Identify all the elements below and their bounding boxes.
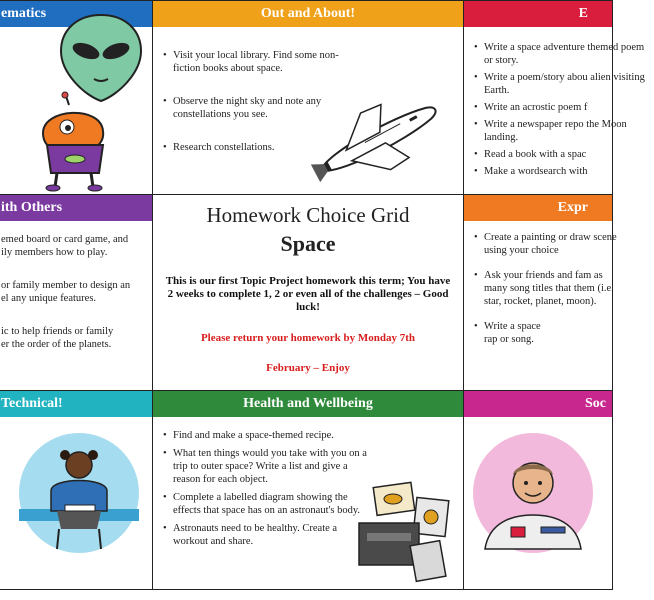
- text-line: er the order of the planets.: [1, 339, 112, 350]
- out-and-about-cell: [152, 0, 464, 195]
- text-line: el any unique features.: [1, 293, 97, 304]
- space-food-packets-illustration: [353, 481, 453, 586]
- with-others-text: [1, 233, 161, 351]
- orange-alien-illustration: [31, 93, 121, 193]
- text-line: emed board or card game, and: [1, 234, 129, 245]
- girl-at-desk-illustration: [17, 431, 141, 555]
- list-item: • Write a space rap or song.: [474, 320, 554, 346]
- express-header: Expr: [464, 195, 612, 221]
- return-line-2: February – Enjoy: [266, 362, 350, 374]
- list-item: • Astronauts need to be healthy. Create a workout and share.: [163, 522, 371, 548]
- with-others-header: ith Others: [0, 195, 152, 221]
- express-list: [474, 231, 624, 352]
- list-item: • Observe the night sky and note any constellations you see.: [163, 95, 363, 121]
- space-shuttle-illustration: [305, 89, 455, 184]
- list-item: • Read a book with a spac: [474, 148, 654, 161]
- technical-cell: [0, 390, 153, 590]
- english-header: E: [464, 1, 612, 27]
- list-item: • Research constellations.: [163, 141, 363, 154]
- with-others-cell: [0, 194, 153, 391]
- list-item: • Ask your friends and fam as many song titles that them (i.e. star, rocket, planet, moon).: [474, 269, 624, 308]
- list-item: • Make a wordsearch with: [474, 165, 654, 178]
- list-item: • Write a newspaper repo the Moon landing.: [474, 118, 654, 144]
- text-line: or family member to design an: [1, 280, 131, 291]
- list-item: • Find and make a space-themed recipe.: [163, 429, 371, 442]
- out-and-about-header: Out and About!: [153, 1, 463, 27]
- page-subtitle: Space: [280, 231, 336, 256]
- intro-text: This is our first Topic Project homework this term; You have 2 weeks to complete 1, 2 or even all of the challenges – Good luck!: [165, 275, 451, 313]
- list-item: • Complete a labelled diagram showing the effects that space has on an astronaut's body.: [163, 491, 371, 517]
- text-line: ily members how to play.: [1, 247, 108, 258]
- social-header: Soc: [464, 391, 612, 417]
- maths-header: ematics: [0, 1, 152, 27]
- astronaut-portrait-illustration: [471, 431, 595, 555]
- technical-header: Technical!: [0, 391, 152, 417]
- health-wellbeing-header: Health and Wellbeing: [153, 391, 463, 417]
- center-cell: [152, 194, 464, 391]
- page-title: Homework Choice Grid: [206, 203, 410, 227]
- list-item: • What ten things would you take with you on a trip to outer space? Write a list and give a reason for each object.: [163, 447, 371, 486]
- list-item: • Write a space adventure themed poem or story.: [474, 41, 654, 67]
- health-wellbeing-list: [163, 429, 371, 554]
- express-cell: [463, 194, 617, 391]
- social-cell: [463, 390, 613, 590]
- text-line: ic to help friends or family: [1, 326, 114, 337]
- alien-head-illustration: [56, 9, 146, 104]
- list-item: • Write an acrostic poem f: [474, 101, 654, 114]
- health-wellbeing-cell: [152, 390, 464, 590]
- list-item: • Create a painting or draw scene using your choice: [474, 231, 624, 257]
- return-line-1: Please return your homework by Monday 7th: [200, 332, 416, 344]
- list-item: • Visit your local library. Find some non-fiction books about space.: [163, 49, 363, 75]
- list-item: • Write a poem/story abou alien visiting Earth.: [474, 71, 654, 97]
- english-list: [474, 41, 654, 182]
- english-cell: [463, 0, 645, 195]
- maths-cell: [0, 0, 153, 195]
